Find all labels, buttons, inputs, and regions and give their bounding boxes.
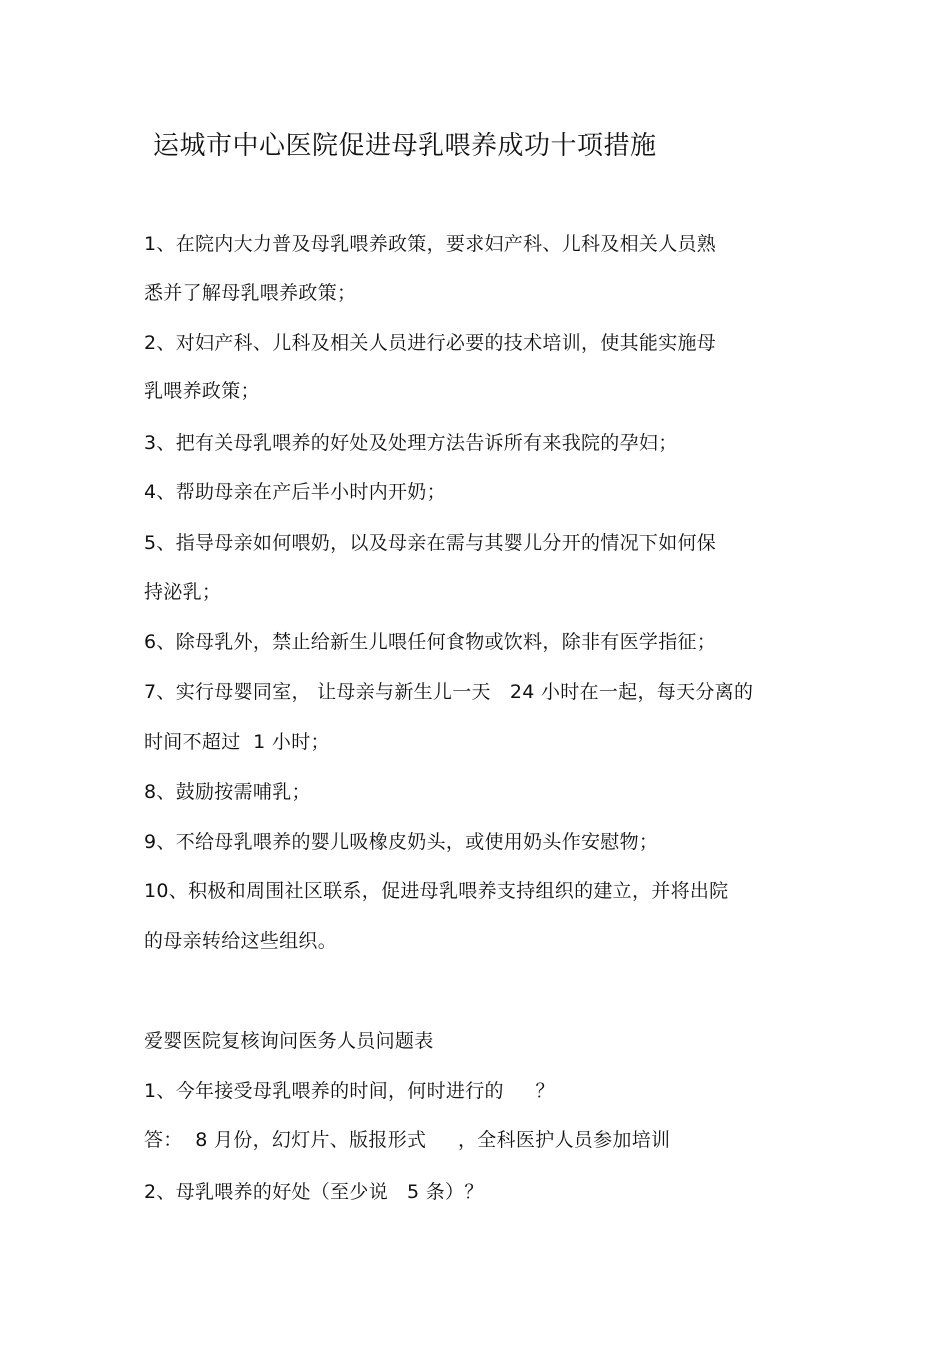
measure-6: 6、除母乳外，禁止给新生儿喂任何食物或饮料，除非有医学指征； [144,631,717,653]
measure-7-line-2: 时间不超过 1 小时； [144,731,330,753]
measure-10-line-2: 的母亲转给这些组织。 [144,930,338,952]
measure-1-line-1: 1、在院内大力普及母乳喂养政策，要求妇产科、儿科及相关人员熟 [144,233,717,255]
questionnaire-heading: 爱婴医院复核询问医务人员问题表 [144,1030,434,1052]
measure-5-line-2: 持泌乳； [144,581,222,603]
question-2: 2、母乳喂养的好处（至少说 5 条）？ [144,1181,484,1203]
measure-2-line-1: 2、对妇产科、儿科及相关人员进行必要的技术培训，使其能实施母 [144,332,717,354]
measure-7-line-1: 7、实行母婴同室， 让母亲与新生儿一天 24 小时在一起，每天分离的 [144,681,754,703]
measure-2-line-2: 乳喂养政策； [144,380,260,402]
answer-1: 答： 8 月份，幻灯片、版报形式 ，全科医护人员参加培训 [144,1129,671,1151]
question-1: 1、今年接受母乳喂养的时间，何时进行的 ？ [144,1080,555,1102]
measure-1-line-2: 悉并了解母乳喂养政策； [144,282,357,304]
measure-5-line-1: 5、指导母亲如何喂奶，以及母亲在需与其婴儿分开的情况下如何保 [144,532,717,554]
measure-4: 4、帮助母亲在产后半小时内开奶； [144,481,446,503]
measure-8: 8、鼓励按需哺乳； [144,781,311,803]
document-title: 运城市中心医院促进母乳喂养成功十项措施 [153,131,657,161]
measure-3: 3、把有关母乳喂养的好处及处理方法告诉所有来我院的孕妇； [144,432,678,454]
measure-9: 9、不给母乳喂养的婴儿吸橡皮奶头，或使用奶头作安慰物； [144,831,659,853]
measure-10-line-1: 10、积极和周围社区联系，促进母乳喂养支持组织的建立，并将出院 [144,880,729,902]
